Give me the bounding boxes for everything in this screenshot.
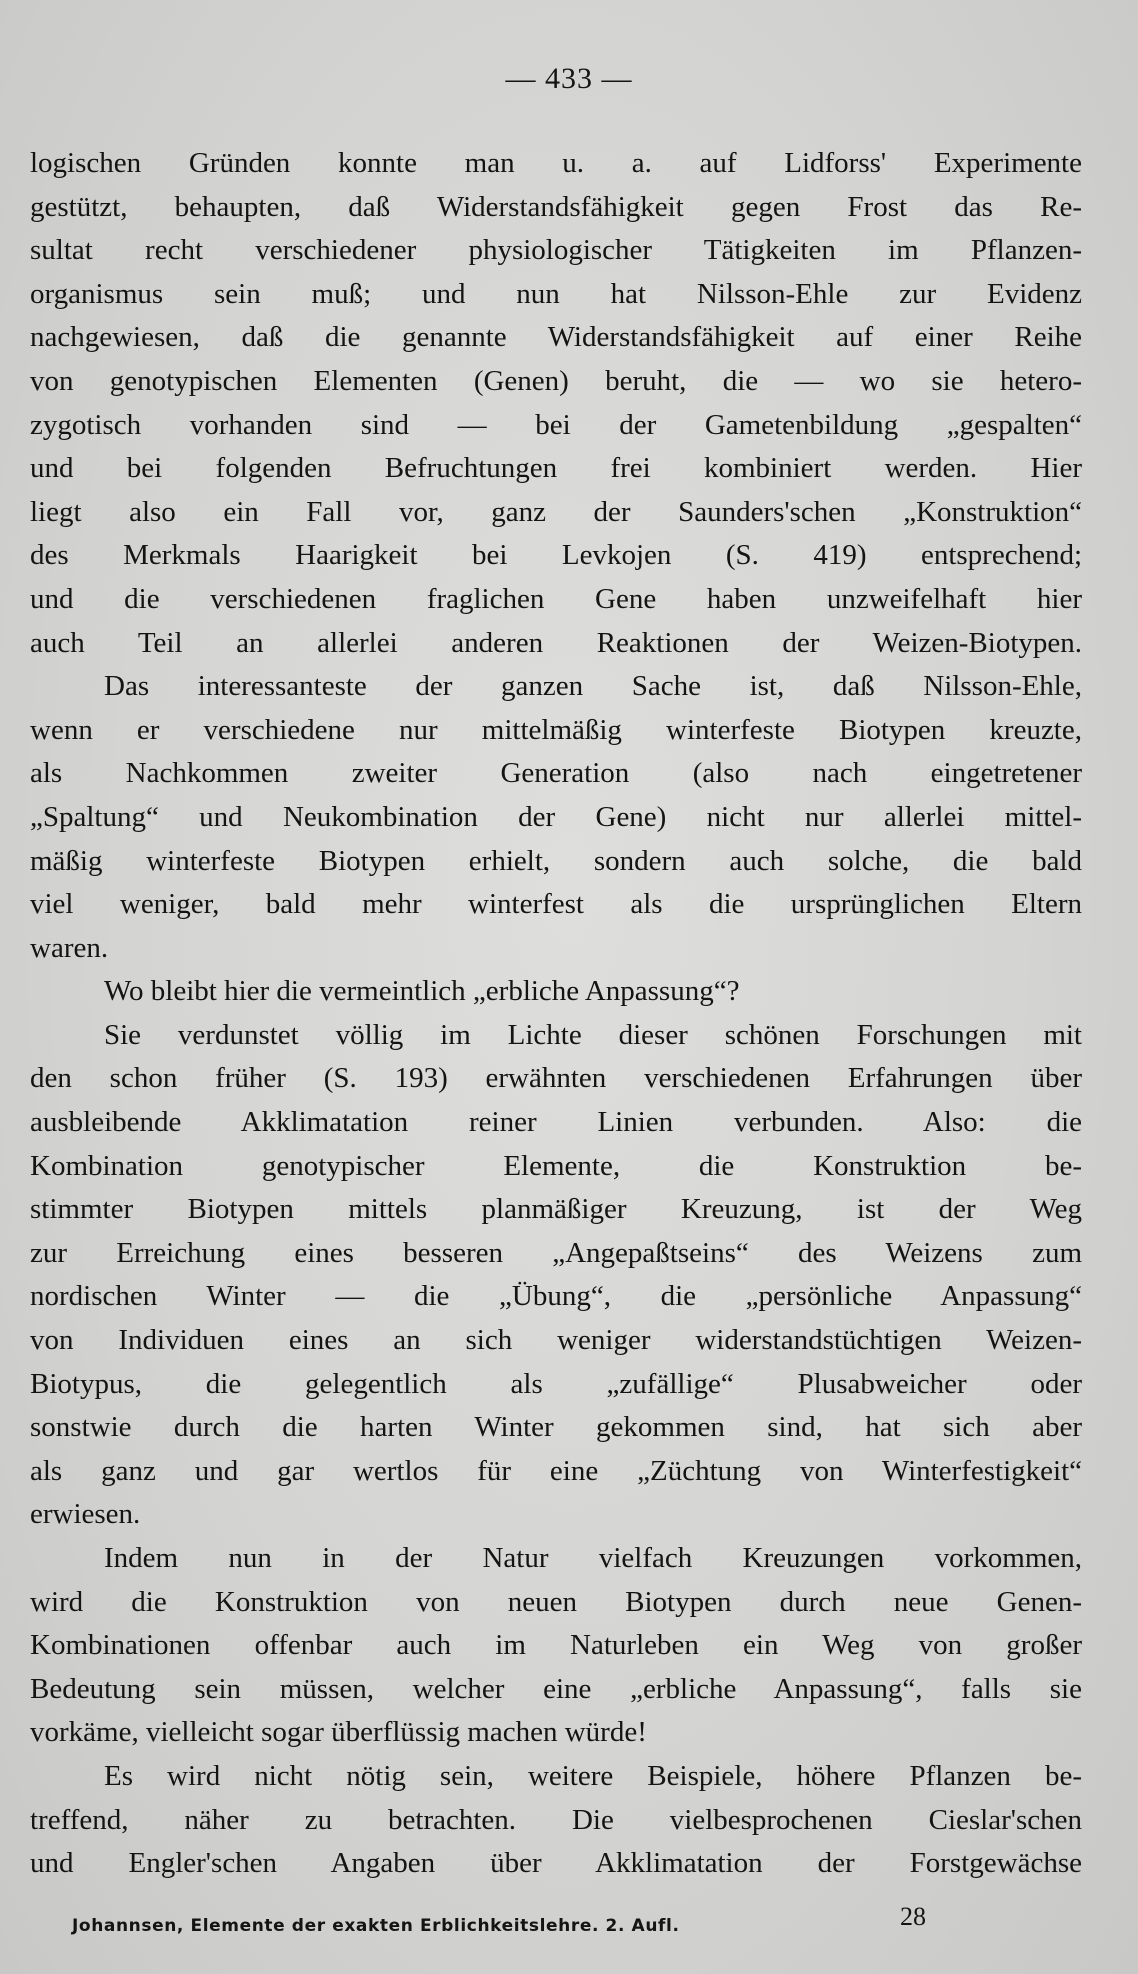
text-line: als ganz und gar wertlos für eine „Züchtung von Winterfestigkeit“ xyxy=(30,1454,1082,1487)
signature-mark: 28 xyxy=(900,1902,926,1931)
text-line: waren. xyxy=(30,931,109,964)
text-line: gestützt, behaupten, daß Widerstandsfähigkeit gegen Frost das Re- xyxy=(30,190,1082,223)
text-line: Biotypus, die gelegentlich als „zufällige“ Plusabweicher oder xyxy=(30,1367,1082,1400)
text-line: sonstwie durch die harten Winter gekommen sind, hat sich aber xyxy=(30,1411,1082,1444)
text-line: erwiesen. xyxy=(30,1498,141,1531)
text-line: treffend, näher zu betrachten. Die vielbesprochenen Cieslar'schen xyxy=(30,1803,1082,1836)
text-line: von genotypischen Elementen (Genen) beruht, die — wo sie hetero- xyxy=(30,364,1082,397)
text-line: liegt also ein Fall vor, ganz der Saunders'schen „Konstruktion“ xyxy=(30,495,1082,528)
text-line: „Spaltung“ und Neukombination der Gene) nicht nur allerlei mittel- xyxy=(30,800,1082,833)
footer-citation: Johannsen, Elemente der exakten Erblichkeitslehre. 2. Aufl. xyxy=(72,1916,680,1936)
text-line: als Nachkommen zweiter Generation (also nach eingetretener xyxy=(30,757,1082,790)
text-line: logischen Gründen konnte man u. a. auf Lidforss' Experimente xyxy=(30,147,1082,179)
text-line: von Individuen eines an sich weniger widerstandstüchtigen Weizen- xyxy=(30,1324,1082,1357)
text-line: den schon früher (S. 193) erwähnten verschiedenen Erfahrungen über xyxy=(30,1062,1082,1095)
text-line: und die verschiedenen fraglichen Gene haben unzweifelhaft hier xyxy=(30,582,1082,615)
text-line: Das interessanteste der ganzen Sache ist, daß Nilsson-Ehle, xyxy=(104,670,1082,703)
footer xyxy=(72,1902,1082,1942)
text-line: wenn er verschiedene nur mittelmäßig winterfeste Biotypen kreuzte, xyxy=(30,713,1082,746)
text-line: des Merkmals Haarigkeit bei Levkojen (S. 419) entsprechend; xyxy=(30,539,1082,572)
text-line: Kombination genotypischer Elemente, die Konstruktion be- xyxy=(30,1149,1082,1182)
text-line: ausbleibende Akklimatation reiner Linien verbunden. Also: die xyxy=(30,1106,1082,1139)
text-line: stimmter Biotypen mittels planmäßiger Kreuzung, ist der Weg xyxy=(30,1193,1082,1226)
text-line: organismus sein muß; und nun hat Nilsson-Ehle zur Evidenz xyxy=(30,277,1082,310)
text-line: Bedeutung sein müssen, welcher eine „erbliche Anpassung“, falls sie xyxy=(30,1672,1082,1705)
text-line: Wo bleibt hier die vermeintlich „erbliche Anpassung“? xyxy=(104,975,740,1008)
text-line: wird die Konstruktion von neuen Biotypen durch neue Genen- xyxy=(30,1585,1082,1618)
text-line: zur Erreichung eines besseren „Angepaßtseins“ des Weizens zum xyxy=(30,1236,1082,1269)
text-line: auch Teil an allerlei anderen Reaktionen der Weizen-Biotypen. xyxy=(30,626,1082,659)
text-line: Indem nun in der Natur vielfach Kreuzungen vorkommen, xyxy=(104,1542,1082,1574)
text-line: und Engler'schen Angaben über Akklimatation der Forstgewächse xyxy=(30,1847,1082,1880)
page-number: — 433 — xyxy=(505,62,633,95)
text-line: zygotisch vorhanden sind — bei der Gametenbildung „gespalten“ xyxy=(30,408,1082,441)
text-line: Kombinationen offenbar auch im Naturleben ein Weg von großer xyxy=(30,1629,1082,1662)
text-line: Es wird nicht nötig sein, weitere Beispiele, höhere Pflanzen be- xyxy=(104,1759,1082,1792)
text-line: vorkäme, vielleicht sogar überflüssig machen würde! xyxy=(30,1716,647,1749)
text-line: sultat recht verschiedener physiologischer Tätigkeiten im Pflanzen- xyxy=(30,234,1082,267)
text-line: nordischen Winter — die „Übung“, die „persönliche Anpassung“ xyxy=(30,1280,1082,1313)
text-line: Sie verdunstet völlig im Lichte dieser schönen Forschungen mit xyxy=(104,1018,1082,1051)
text-line: viel weniger, bald mehr winterfest als die ursprünglichen Eltern xyxy=(30,888,1082,921)
text-line: und bei folgenden Befruchtungen frei kombiniert werden. Hier xyxy=(30,452,1082,485)
text-line: mäßig winterfeste Biotypen erhielt, sondern auch solche, die bald xyxy=(30,844,1082,877)
body-text xyxy=(30,142,1082,1886)
text-line: nachgewiesen, daß die genannte Widerstandsfähigkeit auf einer Reihe xyxy=(30,321,1082,354)
